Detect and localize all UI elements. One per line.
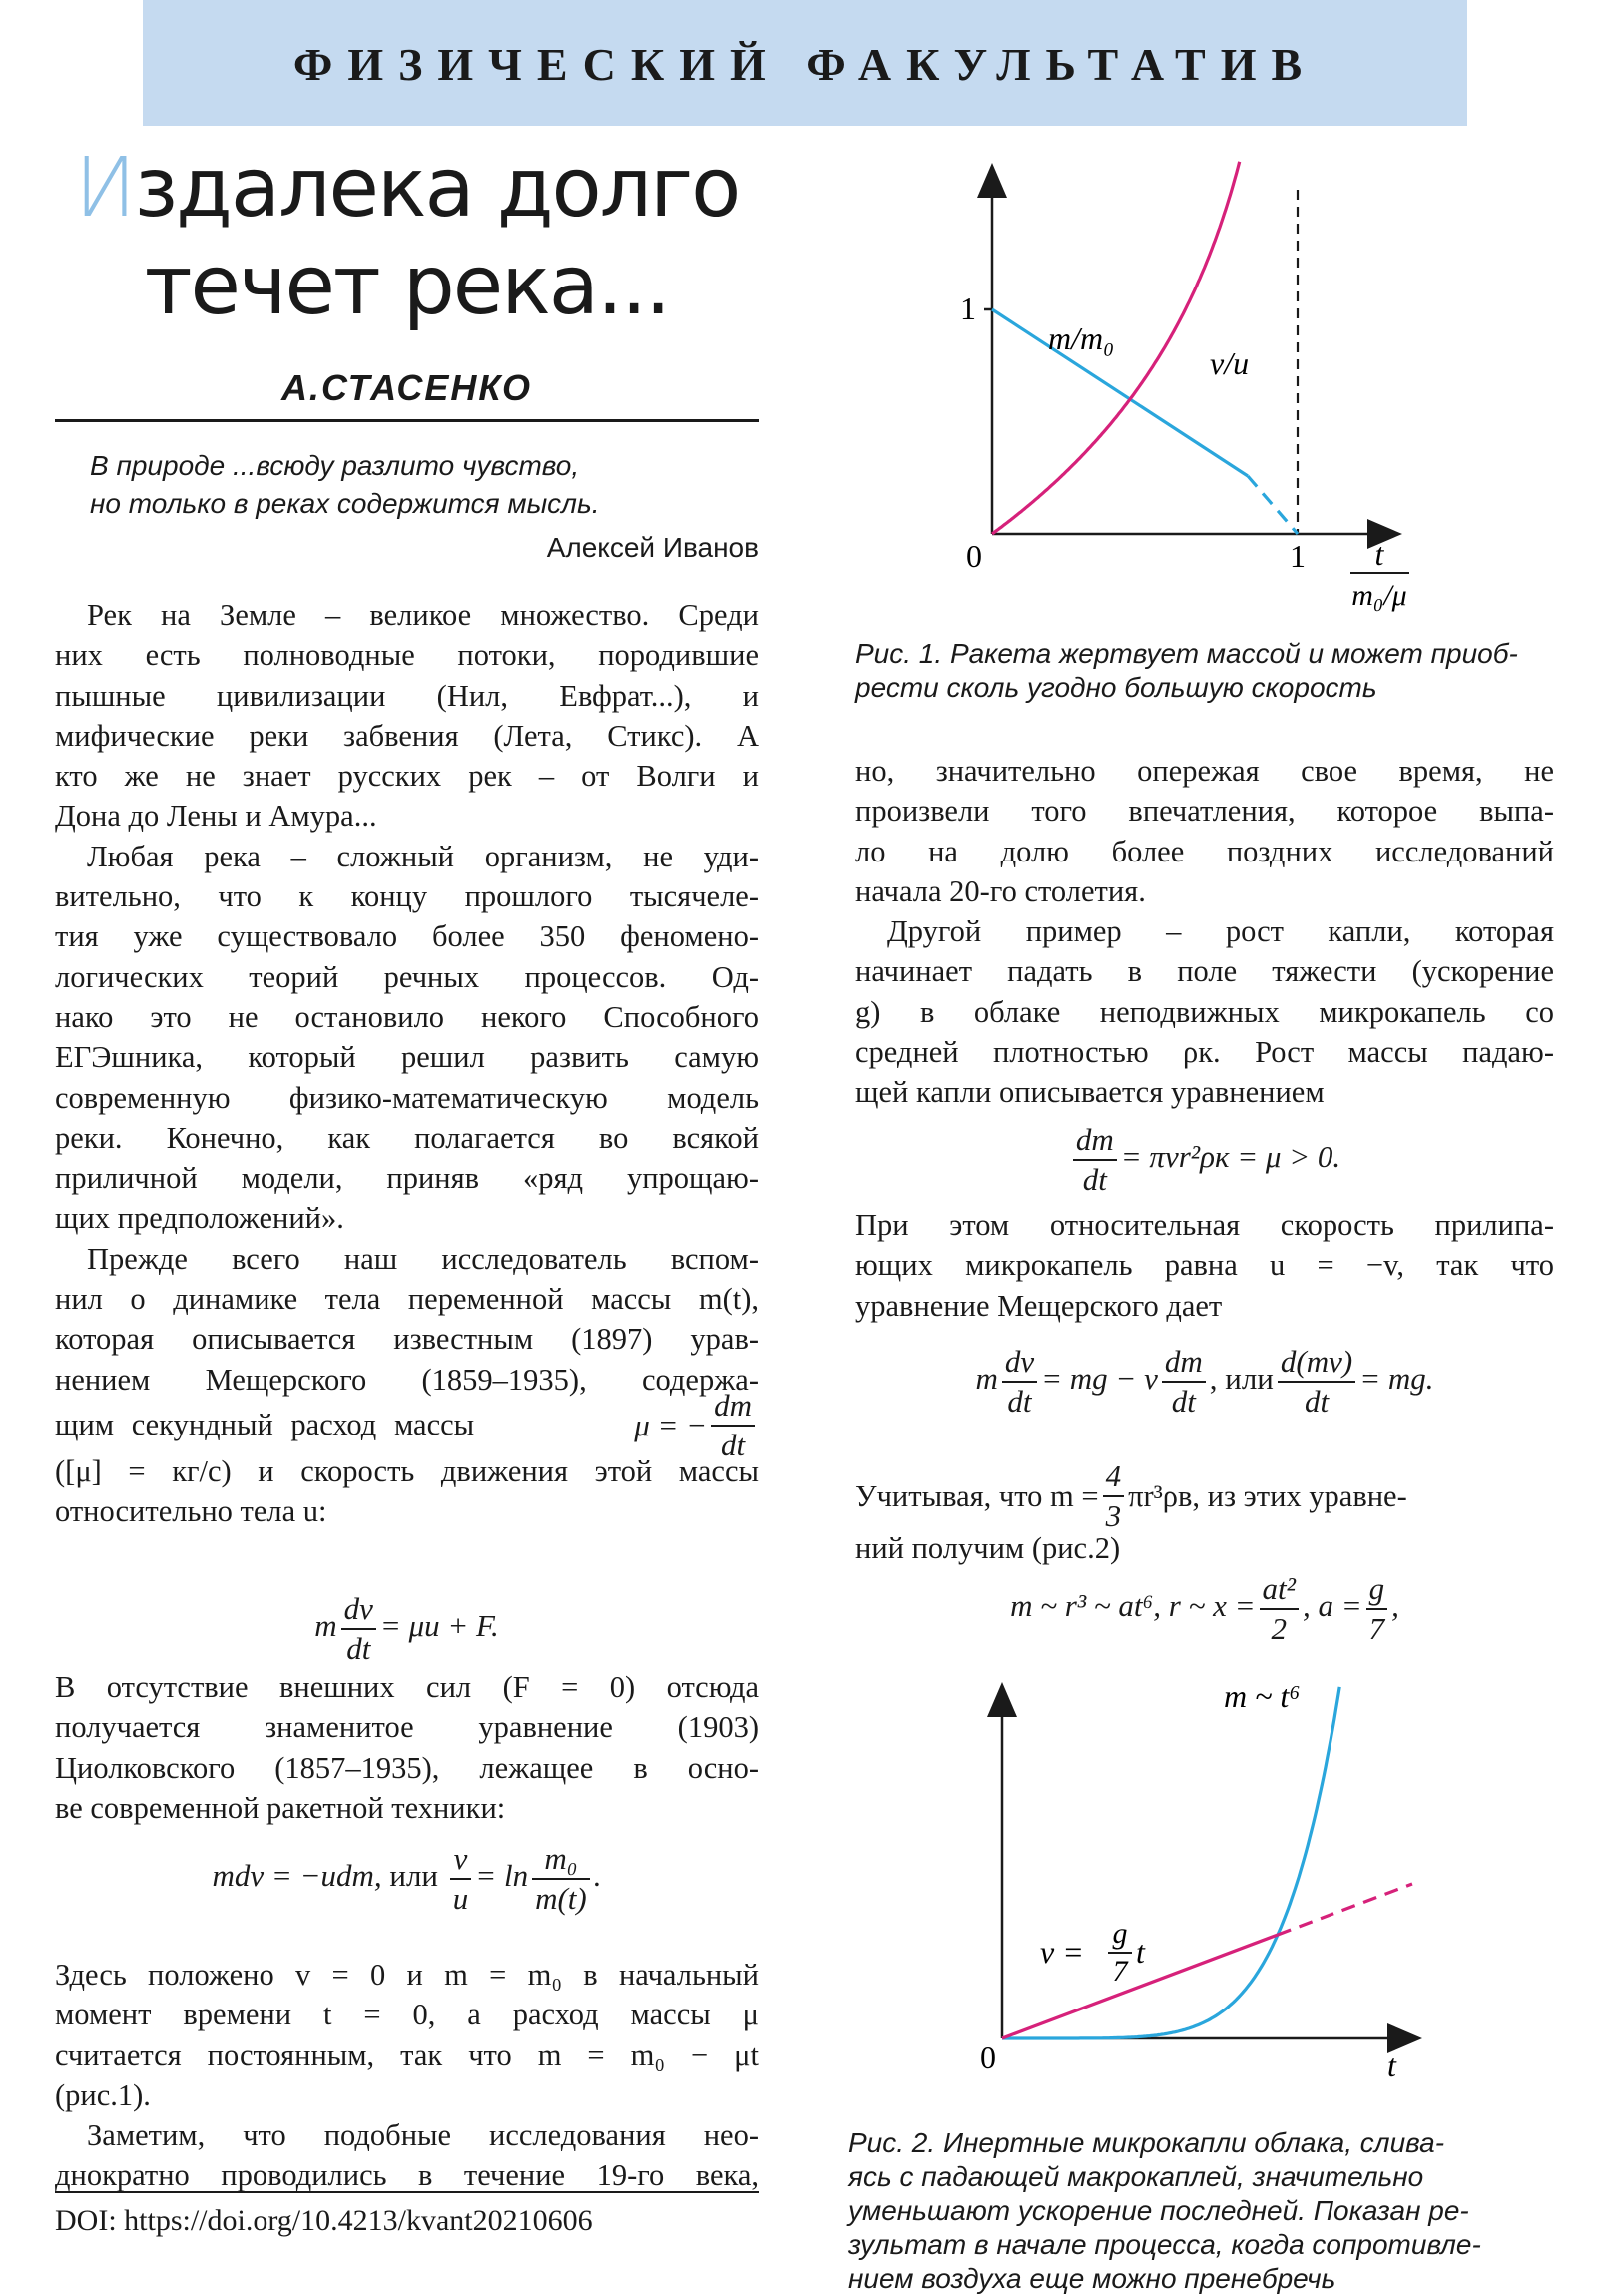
label-x-axis-num: t <box>1374 536 1384 572</box>
eq-part: m ~ r³ ~ at⁶, r ~ x = <box>1010 1588 1256 1624</box>
eq-part: , a = <box>1302 1588 1362 1624</box>
text-line: произвели того впечатления, которое выпа- <box>855 794 1554 829</box>
denominator: 7 <box>1368 1611 1385 1646</box>
figure-1-plot <box>958 160 1517 619</box>
numerator: d(mv) <box>1278 1345 1355 1383</box>
text-line: ний получим (рис.2) <box>855 1531 1121 1565</box>
text-line: нением Мещерского (1859–1935), содержа- <box>55 1362 759 1397</box>
text-line: реки. Конечно, как полагается во всякой <box>55 1120 759 1155</box>
label-origin: 0 <box>966 538 982 574</box>
label-x-axis: t <box>1387 2047 1396 2083</box>
right-column-text-2 <box>855 1205 1554 1326</box>
text-line: относительно тела u: <box>55 1494 327 1529</box>
fraction <box>1278 1345 1355 1419</box>
eq-part: m <box>314 1608 337 1644</box>
caption-line: рести сколь угодно большую скорость <box>855 672 1377 703</box>
text-line: которая описывается известным (1897) урав- <box>55 1322 759 1357</box>
mu-line <box>55 1387 759 1462</box>
text-part: πr³ρв, из этих уравне- <box>1128 1478 1407 1513</box>
text-line: Любая река – сложный организм, не уди- <box>87 839 759 873</box>
denominator: dt <box>720 1427 746 1462</box>
text-line: мифические реки забвения (Лета, Стикс). А <box>55 718 759 753</box>
text-line: g) в облаке неподвижных микрокапель со <box>855 994 1554 1029</box>
equation-mass-growth <box>855 1123 1554 1197</box>
denominator: dt <box>1082 1162 1107 1197</box>
label-origin: 0 <box>980 2039 996 2075</box>
article-title <box>55 140 759 335</box>
caption-line: зультат в начале процесса, когда сопротивле- <box>848 2229 1481 2260</box>
velocity-line-dashed <box>1278 1884 1412 1935</box>
label-mass-curve: m ~ t⁶ <box>1224 1678 1301 1714</box>
numerator: dv <box>1002 1345 1037 1383</box>
figure-1-caption <box>855 637 1554 705</box>
numerator: dv <box>341 1592 376 1630</box>
mass-curve <box>1002 1687 1339 2038</box>
eq-part: = ln <box>475 1858 529 1894</box>
mu-formula: μ = − <box>634 1407 708 1442</box>
denominator: u <box>452 1881 469 1916</box>
text-line: нако это не остановило некого Способного <box>55 999 759 1034</box>
eq-part: = mg. <box>1359 1361 1434 1397</box>
left-column-text <box>55 595 759 1532</box>
text-line: ве современной ракетной техники: <box>55 1790 506 1825</box>
eq-word: , или <box>1209 1361 1274 1397</box>
eq-part: = πvr²ρк = μ > 0. <box>1120 1139 1341 1175</box>
label-x-axis-den: m₀/μ <box>1351 579 1407 612</box>
fraction <box>1366 1572 1388 1646</box>
eq-part: m <box>975 1361 998 1397</box>
epigraph-line: В природе ...всюду разлито чувство, <box>90 450 580 481</box>
epigraph-line: но только в реках содержится мысль. <box>90 488 600 519</box>
text-line: уравнение Мещерского дает <box>855 1288 1223 1323</box>
equation-meshchersky <box>55 1592 759 1666</box>
text-line: получается знаменитое уравнение (1903) <box>55 1710 759 1745</box>
text-line: Циолковского (1857–1935), лежащее в осно- <box>55 1750 759 1785</box>
text-line: Дона до Лены и Амура... <box>55 799 377 834</box>
label-velocity-den: 7 <box>1112 1955 1128 1988</box>
denominator: dt <box>1171 1384 1196 1419</box>
title-line-1-rest: здалека долго <box>134 141 740 236</box>
text-line: При этом относительная скорость прилипа- <box>855 1208 1554 1242</box>
text-line: приличной модели, приняв «ряд упрощаю- <box>55 1161 759 1196</box>
caption-line: нием воздуха еще можно пренебречь <box>848 2263 1336 2294</box>
text-line: пышные цивилизации (Нил, Евфрат...), и <box>55 678 759 713</box>
denominator: dt <box>1304 1384 1330 1419</box>
numerator: 4 <box>1103 1459 1125 1497</box>
fraction <box>1260 1572 1299 1646</box>
title-initial: И <box>74 141 135 236</box>
text-line: считается постоянным, так что m = m₀ − μt <box>55 2037 759 2072</box>
equation-drop-motion <box>855 1345 1554 1419</box>
text-line: кто же не знает русских рек – от Волги и <box>55 759 759 794</box>
label-velocity-curve: v/u <box>1210 345 1250 381</box>
eq-part: mdv = −udm, <box>212 1858 382 1894</box>
fraction <box>1002 1345 1037 1419</box>
text-line: ([μ] = кг/с) и скорость движения этой массы <box>55 1453 759 1488</box>
text-line: ющих микрокапель равна u = −v, так что <box>855 1248 1554 1283</box>
left-column-text-3 <box>55 1955 759 2196</box>
denominator: dt <box>1007 1384 1032 1419</box>
numerator: m₀ <box>532 1842 590 1880</box>
eq-word: или <box>389 1858 439 1894</box>
text-line: начинает падать в поле тяжести (ускорение <box>855 954 1554 989</box>
caption-line: Рис. 1. Ракета жертвует массой и может приоб- <box>855 638 1518 669</box>
text-line: момент времени t = 0, а расход массы μ <box>55 1998 759 2032</box>
caption-line: Рис. 2. Инертные микрокапли облака, слива- <box>848 2127 1445 2158</box>
text-line: начала 20-го столетия. <box>855 873 1146 908</box>
text-line: Рек на Земле – великое множество. Среди <box>87 598 759 632</box>
fraction <box>1162 1345 1206 1419</box>
text-line: логических теорий речных процессов. Од- <box>55 959 759 994</box>
text-line: (рис.1). <box>55 2077 151 2112</box>
right-column-text <box>855 751 1554 1113</box>
eq-part: . <box>593 1858 602 1894</box>
doi-rule <box>55 2191 759 2193</box>
fraction <box>1073 1123 1117 1197</box>
text-line: В отсутствие внешних сил (F = 0) отсюда <box>55 1670 759 1704</box>
title-line-2: течет река... <box>144 239 670 333</box>
label-velocity-t: t <box>1136 1934 1145 1970</box>
eq-part: = mg − v <box>1041 1361 1158 1397</box>
denominator: 2 <box>1271 1611 1287 1646</box>
epigraph <box>90 447 759 523</box>
text-line: вительно, что к концу прошлого тысячеле- <box>55 879 759 914</box>
numerator: at² <box>1260 1572 1299 1610</box>
fraction <box>532 1842 590 1916</box>
text-line: нил о динамике тела переменной массы m(t), <box>55 1282 759 1317</box>
mu-line-text: щим секундный расход массы <box>55 1408 475 1442</box>
figure-2-plot <box>958 1657 1517 2096</box>
text-line: щей капли описывается уравнением <box>855 1075 1325 1110</box>
eq-part: = μu + F. <box>379 1608 499 1644</box>
author-rule <box>55 419 759 422</box>
caption-line: уменьшают ускорение последней. Показан ре- <box>848 2195 1469 2226</box>
label-velocity: v = <box>1040 1934 1084 1970</box>
text-line: средней плотностью ρк. Рост массы падаю- <box>855 1035 1554 1070</box>
text-line-with-formula <box>855 1458 1554 1533</box>
denominator: dt <box>346 1631 371 1666</box>
epigraph-attribution: Алексей Иванов <box>546 532 759 563</box>
fraction <box>450 1842 472 1916</box>
eq-part: , <box>1391 1588 1399 1624</box>
text-line: тия уже существовало более 350 феномено- <box>55 919 759 954</box>
text-line: Здесь положено v = 0 и m = m₀ в начальный <box>55 1958 759 1992</box>
text-line: но, значительно опережая свое время, не <box>855 754 1554 788</box>
section-title: ФИЗИЧЕСКИЙ ФАКУЛЬТАТИВ <box>292 39 1318 90</box>
fraction <box>341 1592 376 1666</box>
label-velocity-num: g <box>1112 1917 1128 1950</box>
numerator: dm <box>711 1389 755 1427</box>
text-line: Другой пример – рост капли, которая <box>887 914 1554 949</box>
label-mass-curve: m/m₀ <box>1048 320 1115 356</box>
equation-tsiolkovsky <box>55 1842 759 1916</box>
text-line: ло на долю более поздних исследований <box>855 834 1554 868</box>
left-column-text-2 <box>55 1667 759 1828</box>
velocity-curve <box>992 162 1240 534</box>
equation-scaling <box>855 1572 1554 1646</box>
right-column-text-3 <box>855 1458 1554 1568</box>
text-line: Заметим, что подобные исследования нео- <box>87 2118 759 2153</box>
text-line: днократно проводились в течение 19-го века, <box>55 2158 759 2193</box>
figure-2-caption <box>848 2126 1557 2296</box>
fraction <box>1103 1459 1125 1533</box>
author: А.СТАСЕНКО <box>280 367 533 408</box>
denominator: m(t) <box>535 1881 587 1916</box>
caption-line: ясь с падающей макрокаплей, значительно <box>848 2161 1424 2192</box>
label-y-one: 1 <box>960 290 976 326</box>
numerator: v <box>450 1842 472 1880</box>
text-line: Прежде всего наш исследователь вспом- <box>87 1241 759 1276</box>
denominator: 3 <box>1105 1498 1122 1533</box>
text-line: щих предположений». <box>55 1201 344 1236</box>
numerator: dm <box>1073 1123 1117 1161</box>
mass-line-solid <box>992 309 1248 476</box>
numerator: dm <box>1162 1345 1206 1383</box>
text-part: Учитывая, что m = <box>855 1478 1099 1513</box>
text-line: современную физико-математическую модель <box>55 1080 759 1115</box>
title-line-1 <box>55 140 759 238</box>
text-line: ЕГЭшника, который решил развить самую <box>55 1040 759 1075</box>
text-line: них есть полноводные потоки, породившие <box>55 638 759 673</box>
label-x-one: 1 <box>1290 538 1306 574</box>
doi[interactable]: DOI: https://doi.org/10.4213/kvant20210606 <box>55 2204 593 2237</box>
numerator: g <box>1366 1572 1388 1610</box>
mass-line-dashed <box>1248 476 1298 534</box>
